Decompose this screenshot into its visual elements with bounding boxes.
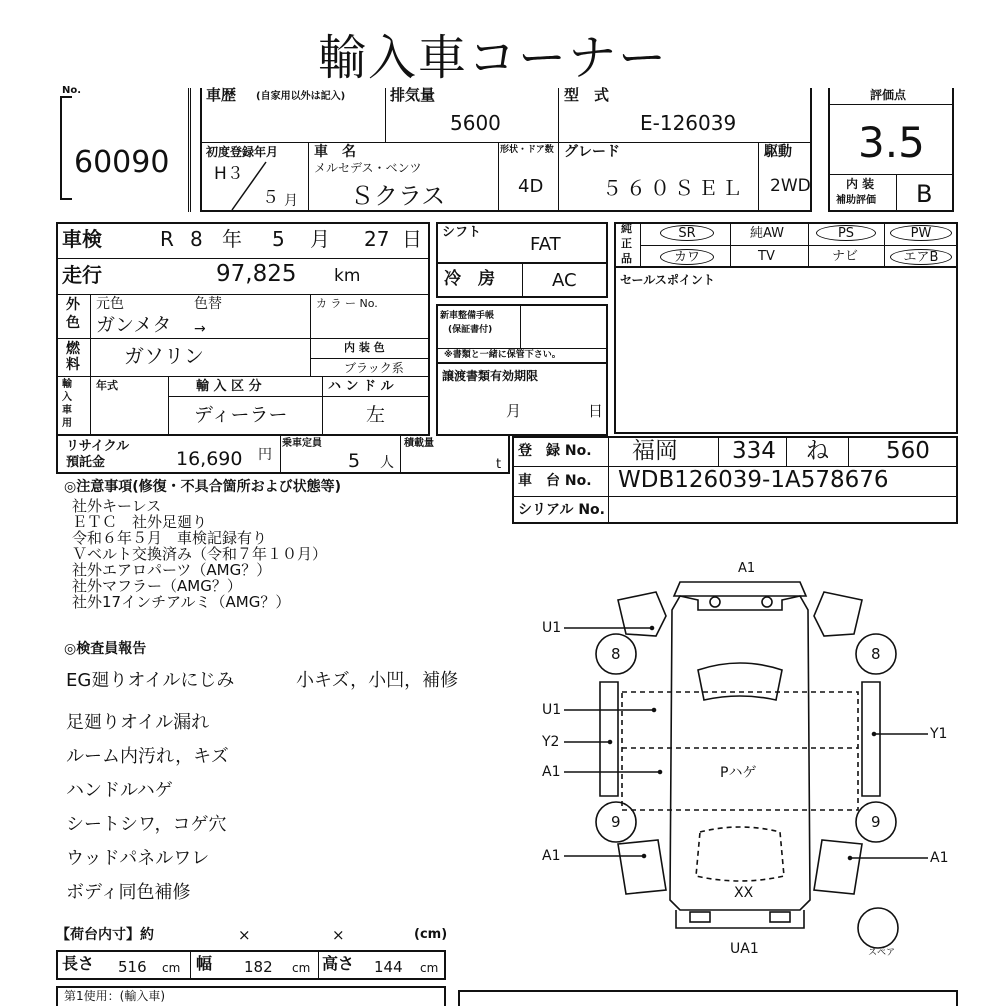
lower-right-box	[458, 990, 958, 1006]
repaint-arrow: →	[194, 321, 206, 337]
grid-line	[190, 950, 191, 980]
report-line: ハンドルハゲ	[66, 780, 173, 801]
report-line: 小キズ，小凹，補修	[296, 670, 459, 691]
warranty-sub-label: (保証書付)	[448, 325, 493, 335]
grade-label: グレード	[564, 144, 620, 160]
grid-line	[308, 142, 309, 212]
grid-line	[848, 436, 849, 466]
import-label-4: 用	[62, 418, 72, 429]
grid-line	[522, 264, 523, 298]
load-label: 積載量	[404, 438, 434, 449]
diagram-left-mid1: U1	[542, 702, 562, 718]
car-name-value: Ｓクラス	[350, 182, 446, 210]
grid-line	[730, 222, 731, 268]
grid-line	[436, 348, 608, 349]
lot-bracket	[60, 96, 72, 200]
history-note: (自家用以外は記入)	[256, 91, 346, 102]
car-body-outline	[670, 596, 810, 910]
color-label: 外	[66, 297, 80, 313]
interior-color-value: ブラック系	[344, 361, 404, 375]
grid-line	[498, 142, 499, 212]
spare-label: スペア	[868, 948, 896, 958]
grade-value: ５６０ＳＥＬ	[602, 176, 746, 200]
drive-label: 駆動	[764, 144, 792, 160]
original-color-label: 元色	[96, 296, 124, 312]
spoiler-hole	[762, 597, 772, 607]
note-line: ＥＴＣ 社外足廻り	[72, 513, 208, 531]
cargo-times-2: ×	[332, 926, 345, 944]
grid-line	[56, 376, 430, 377]
diagram-top-label: A1	[738, 561, 756, 576]
interior-grade: B	[916, 180, 933, 208]
grid-line	[310, 358, 430, 359]
note-line: 社外マフラー（AMG？）	[72, 577, 242, 595]
inspection-month: 5	[272, 227, 285, 251]
grid-line	[558, 142, 559, 212]
report-line: ウッドパネルワレ	[66, 848, 210, 869]
grid-line	[310, 294, 311, 376]
transfer-month-unit: 月	[506, 402, 522, 420]
grid-line	[828, 104, 954, 105]
grid-line	[280, 436, 281, 474]
notes-heading: ◎注意事項(修復・不具合箇所および状態等)	[64, 479, 342, 495]
trunk-label: XX	[734, 885, 754, 901]
tire-fr: 8	[871, 645, 881, 663]
diagram-left-lower: A1	[542, 848, 561, 864]
ac-value: AC	[552, 270, 577, 291]
inspection-month-unit: 月	[310, 227, 330, 251]
cargo-height-label: 高さ	[322, 954, 355, 973]
body-doors-value: 4D	[518, 176, 544, 197]
mileage-value: 97,825	[216, 261, 297, 287]
grid-line	[608, 436, 609, 524]
chassis-value: WDB126039-1A578676	[618, 467, 889, 493]
capacity-label: 乗車定員	[282, 438, 322, 449]
report-line: ボディ同色補修	[66, 882, 191, 903]
spoiler-hole	[710, 597, 720, 607]
rear-window	[698, 663, 782, 700]
capacity-unit: 人	[380, 455, 394, 471]
grid-line	[884, 222, 885, 268]
grid-line	[558, 88, 559, 142]
color-no-label: カ ラ ー No.	[316, 297, 378, 310]
grid-line	[512, 496, 958, 497]
sales-point-label: セールスポイント	[620, 273, 715, 287]
warranty-label: 新車整備手帳	[440, 311, 495, 321]
registration-kana: ね	[806, 438, 829, 464]
note-line: 社外キーレス	[72, 497, 162, 515]
recycle-label-2: 預託金	[66, 455, 106, 470]
front-light	[770, 912, 790, 922]
cargo-width-label: 幅	[196, 954, 213, 973]
equipment-label-2: 正	[621, 237, 632, 250]
fuel-label-2: 料	[66, 357, 80, 373]
bottom-label: UA1	[730, 941, 759, 957]
right-rear-fender	[814, 592, 862, 636]
cargo-times-1: ×	[238, 926, 251, 944]
diagram-left-upper: U1	[542, 620, 562, 636]
tire-rl: 9	[611, 813, 621, 831]
import-label-3: 車	[62, 405, 72, 416]
diagram-left-mid2: Y2	[542, 734, 560, 750]
diagram-right-mid: Y1	[930, 726, 948, 742]
note-line: Ｖベルト交換済み（令和７年１０月）	[72, 545, 328, 563]
inspection-label: 車検	[62, 227, 102, 251]
tire-rr: 9	[871, 813, 881, 831]
inspection-day-unit: 日	[402, 227, 422, 251]
header-row-line	[200, 142, 812, 143]
cargo-width: 182	[244, 958, 273, 976]
report-list	[66, 706, 229, 910]
left-front-fender	[618, 840, 666, 894]
recycle-label: リサイクル	[66, 439, 130, 454]
spare-circle	[858, 908, 898, 948]
registration-label: 登 録 No.	[518, 443, 592, 459]
transfer-day-unit: 日	[588, 402, 604, 420]
inspection-year-unit: 年	[222, 227, 242, 251]
import-class-value: ディーラー	[194, 404, 288, 426]
right-door	[862, 682, 880, 796]
recycle-unit: 円	[258, 447, 272, 463]
handle-label: ハ ン ド ル	[328, 379, 394, 394]
cargo-length-cm: cm	[162, 961, 181, 975]
cargo-width-cm: cm	[292, 961, 311, 975]
fuel-value: ガソリン	[124, 344, 204, 368]
sales-point-box	[614, 268, 958, 434]
cargo-heading: 【荷台内寸】約	[56, 927, 154, 943]
model-type-value: E-126039	[640, 111, 737, 135]
drive-value: 2WD	[770, 176, 811, 196]
registration-region: 福岡	[632, 438, 678, 464]
first-reg-label: 初度登録年月	[206, 145, 279, 159]
report-line: シートシワ，コゲ穴	[66, 814, 227, 835]
note-line: 社外エアロパーツ（AMG？）	[72, 561, 272, 579]
first-reg-month: ５	[262, 188, 279, 208]
inspection-day: 27	[364, 227, 390, 251]
equip-tv: TV	[758, 249, 775, 264]
import-label-2: 入	[62, 392, 72, 403]
equip-navi: ナビ	[832, 249, 859, 264]
handle-value: 左	[366, 404, 386, 426]
warranty-note: ※書類と一緒に保管下さい。	[444, 350, 561, 360]
interior-color-label: 内 装 色	[344, 341, 385, 354]
equipment-label: 純	[621, 222, 632, 235]
front-light	[690, 912, 710, 922]
maker-name: メルセデス・ベンツ	[314, 161, 422, 175]
cargo-height: 144	[374, 958, 403, 976]
registration-number: 560	[886, 438, 930, 464]
interior-label: 内 装	[846, 177, 875, 191]
notes-list	[72, 498, 327, 610]
grid-line	[56, 338, 430, 339]
repaint-label: 色替	[194, 296, 222, 312]
report-line: EG廻りオイルにじみ	[66, 670, 235, 691]
right-front-fender	[814, 840, 862, 894]
displacement-value: 5600	[450, 111, 501, 135]
first-reg-year: H３	[214, 164, 244, 184]
report-line: 足廻りオイル漏れ	[66, 712, 210, 733]
mileage-label: 走行	[62, 263, 102, 287]
cargo-length-label: 長さ	[62, 954, 95, 973]
interior-sub-label: 補助評価	[836, 195, 876, 206]
import-label: 輸	[62, 379, 72, 390]
score-label: 評価点	[870, 88, 907, 102]
report-line: ルーム内汚れ，キズ	[66, 746, 229, 767]
roof-label: Pハゲ	[720, 765, 757, 781]
equip-ps: PS	[816, 225, 876, 241]
chassis-label: 車 台 No.	[518, 473, 592, 489]
owner-label: 第1使用：(輸入車)	[64, 989, 165, 1003]
hood-area	[696, 827, 784, 881]
capacity-value: 5	[348, 450, 361, 472]
grid-line	[828, 174, 954, 175]
tire-fl: 8	[611, 645, 621, 663]
car-name-label: 車 名	[314, 144, 356, 160]
note-line: 令和６年５月 車検記録有り	[72, 529, 268, 547]
grid-line	[400, 436, 401, 474]
equipment-label-3: 品	[621, 252, 632, 265]
diagram-right-lower: A1	[930, 850, 949, 866]
diagram-left-mid3: A1	[542, 764, 561, 780]
original-color: ガンメタ	[96, 314, 172, 336]
equip-pw: PW	[890, 225, 952, 241]
model-type-label: 型 式	[564, 86, 610, 104]
serial-label: シリアル No.	[518, 502, 605, 518]
grid-line	[896, 174, 897, 212]
color-label-2: 色	[66, 315, 80, 331]
shift-value: FAT	[530, 234, 561, 255]
grid-line	[168, 396, 430, 397]
shift-label: シフト	[442, 225, 482, 240]
left-rear-fender	[618, 592, 666, 636]
grid-line	[318, 950, 319, 980]
import-year-label: 年式	[96, 379, 118, 392]
grid-line	[322, 376, 323, 436]
score-value: 3.5	[858, 118, 925, 167]
grid-line	[786, 436, 787, 466]
grid-line	[808, 222, 809, 268]
fuel-label: 燃	[66, 341, 80, 357]
import-class-label: 輸 入 区 分	[196, 379, 262, 394]
grid-line	[385, 88, 386, 142]
equip-airbag: エアB	[890, 249, 952, 265]
displacement-label: 排気量	[390, 86, 436, 104]
lot-divider	[188, 88, 194, 212]
transfer-label: 譲渡書類有効期限	[442, 369, 539, 383]
inspection-year: 8	[190, 227, 203, 251]
cargo-height-cm: cm	[420, 961, 439, 975]
body-doors-label: 形状・ドア数	[500, 145, 554, 155]
lot-number: 60090	[74, 145, 170, 180]
mileage-unit: km	[334, 266, 361, 286]
grid-line	[758, 142, 759, 212]
grid-line	[56, 294, 430, 295]
equip-sr: SR	[660, 225, 714, 241]
history-label: 車歴	[206, 86, 237, 104]
load-unit: t	[496, 457, 502, 472]
note-line: 社外17インチアルミ（AMG？）	[72, 593, 291, 611]
grid-line	[168, 376, 169, 436]
spoiler-shape	[674, 582, 806, 596]
cargo-length: 516	[118, 958, 147, 976]
registration-class: 334	[732, 438, 776, 464]
roof-area	[622, 692, 858, 810]
month-unit: 月	[284, 193, 298, 209]
no-label: No.	[62, 85, 82, 96]
report-heading: ◎検査員報告	[64, 641, 147, 657]
grid-line	[56, 258, 430, 259]
left-door	[600, 682, 618, 796]
grid-line	[520, 304, 521, 348]
grid-line	[90, 294, 91, 436]
page-title: 輸入車コーナー	[318, 30, 669, 86]
equip-aw: 純AW	[750, 226, 785, 241]
grid-line	[718, 436, 719, 466]
recycle-value: 16,690	[176, 448, 243, 470]
cargo-unit: (cm)	[414, 927, 448, 942]
ac-label: 冷 房	[444, 269, 495, 289]
grid-line	[640, 245, 958, 246]
inspection-era: R	[160, 227, 174, 251]
equip-leather: カワ	[660, 249, 714, 265]
